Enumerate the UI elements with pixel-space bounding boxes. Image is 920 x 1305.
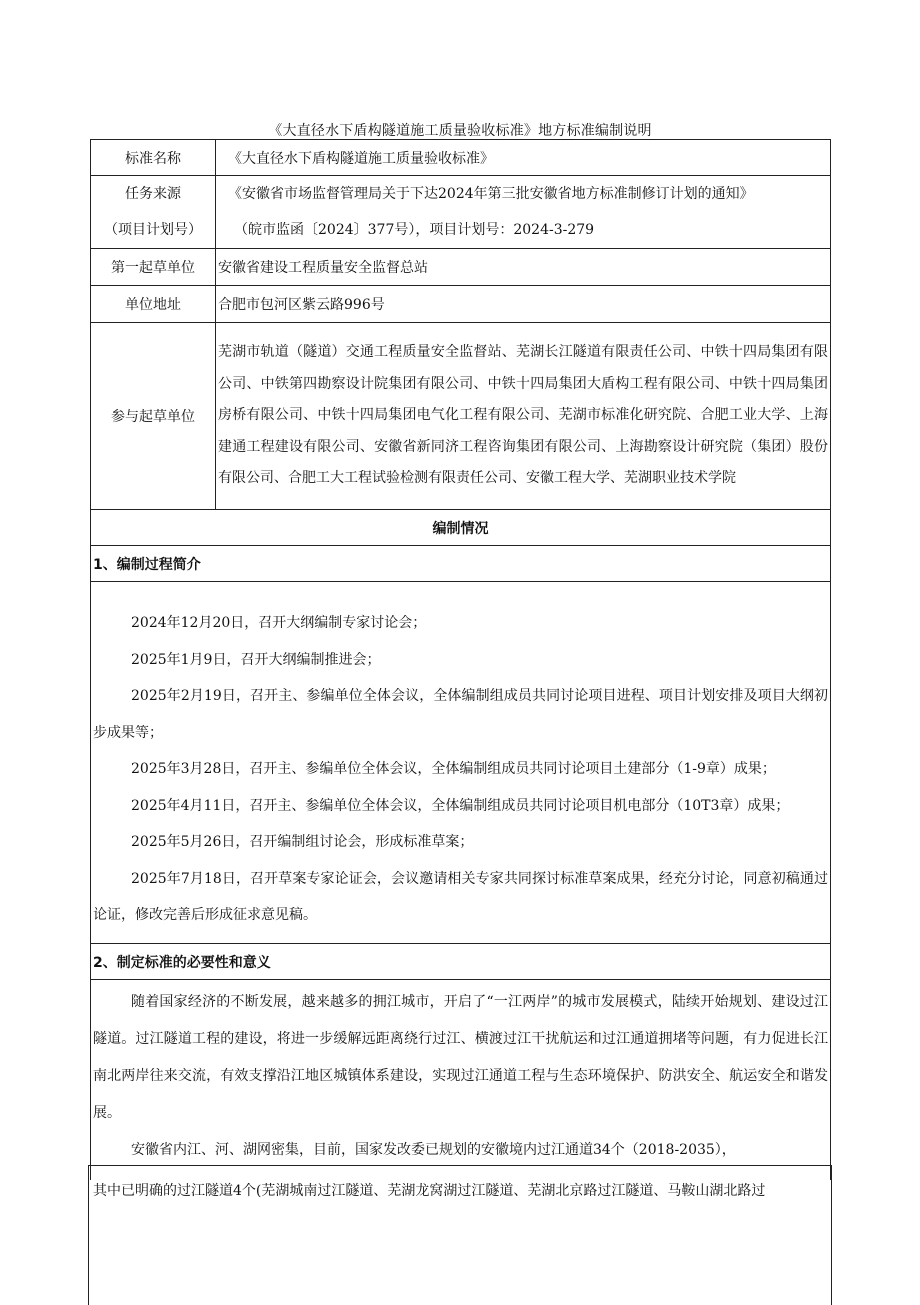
participants-row	[91, 323, 831, 510]
significance-heading-row	[91, 944, 831, 980]
process-body	[91, 582, 831, 944]
task-source-label-line-1: 任务来源	[125, 186, 181, 202]
process-list	[91, 582, 830, 934]
participants-value	[216, 323, 831, 510]
address-label: 单位地址	[91, 286, 216, 323]
address-row	[91, 286, 831, 323]
task-source-line-1: 《安徽省市场监督管理局关于下达2024年第三批安徽省地方标准制修订计划的通知》	[228, 186, 754, 202]
first-unit-label: 第一起草单位	[91, 249, 216, 286]
continuation-box	[88, 1165, 832, 1305]
task-source-label	[91, 176, 216, 249]
standard-name-value	[216, 140, 831, 176]
significance-heading: 2、制定标准的必要性和意义	[91, 944, 831, 980]
process-heading-row	[91, 546, 831, 582]
document-title: 《大直径水下盾构隧道施工质量验收标准》地方标准编制说明	[268, 123, 652, 139]
task-source-row	[91, 176, 831, 249]
compilation-header-row	[91, 510, 831, 546]
standard-name-row	[91, 140, 831, 176]
significance-paragraph-1: 随着国家经济的不断发展，越来越多的拥江城市，开启了“一江两岸”的城市发展模式，陆续开始规划、建设过江隧道。过江隧道工程的建设，将进一步缓解远距离绕行过江、横渡过江干扰航运和过江通道拥堵等问题，有力促进长江南北两岸往来交流，有效支撑沿江地区城镇体系建设，实现过江通道工程与生态环境保护、防洪安全、航运安全和谐发展。	[93, 994, 828, 1121]
task-source-value	[216, 176, 831, 249]
process-item: 2025年3月28日，召开主、参编单位全体会议，全体编制组成员共同讨论项目土建部分（1-9章）成果；	[131, 761, 776, 777]
compilation-section-header: 编制情况	[91, 510, 831, 546]
process-item: 2025年5月26日，召开编制组讨论会，形成标准草案；	[131, 834, 474, 850]
address-value: 合肥市包河区紫云路996号	[216, 286, 831, 323]
process-item: 2025年2月19日，召开主、参编单位全体会议，全体编制组成员共同讨论项目进程、项目计划安排及项目大纲初步成果等；	[93, 688, 828, 741]
first-unit-row	[91, 249, 831, 286]
significance-body-row	[91, 980, 831, 1181]
significance-paragraph-2: 安徽省内江、河、湖网密集，目前，国家发改委已规划的安徽境内过江通道34个（2018-2035），	[131, 1142, 736, 1158]
task-source-label-line-2: （项目计划号）	[104, 222, 202, 238]
significance-text	[91, 980, 830, 1169]
participants-label: 参与起草单位	[91, 323, 216, 510]
first-unit-value: 安徽省建设工程质量安全监督总站	[216, 249, 831, 286]
process-body-row	[91, 582, 831, 944]
process-heading: 1、编制过程简介	[91, 546, 831, 582]
process-item: 2025年1月9日，召开大纲编制推进会；	[131, 651, 381, 668]
significance-paragraph-3: 其中已明确的过江隧道4个(芜湖城南过江隧道、芜湖龙窝湖过江隧道、芜湖北京路过江隧道、马鞍山湖北路过	[93, 1183, 766, 1199]
participants-text: 芜湖市轨道（隧道）交通工程质量安全监督站、芜湖长江隧道有限责任公司、中铁十四局集团有限公司、中铁第四勘察设计院集团有限公司、中铁十四局集团大盾构工程有限公司、中铁十四局集团房桥有限公司、中铁十四局集团电气化工程有限公司、芜湖市标准化研究院、合肥工业大学、上海建通工程建设有限公司、安徽省新同济工程咨询集团有限公司、上海勘察设计研究院（集团）股份有限公司、合肥工大工程试验检测有限责任公司、安徽工程大学、芜湖职业技术学院	[218, 344, 828, 487]
standard-name-label: 标准名称	[91, 140, 216, 176]
significance-body	[91, 980, 831, 1181]
task-source-line-2: （皖市监函〔2024〕377号），项目计划号：2024-3-279	[234, 222, 595, 238]
process-item: 2025年7月18日，召开草案专家论证会，会议邀请相关专家共同探讨标准草案成果，经充分讨论，同意初稿通过论证，修改完善后形成征求意见稿。	[93, 870, 828, 923]
standard-info-table	[90, 139, 831, 1180]
process-item: 2024年12月20日，召开大纲编制专家讨论会；	[131, 615, 427, 631]
standard-name-text: 《大直径水下盾构隧道施工质量验收标准》	[228, 150, 494, 167]
process-item: 2025年4月11日，召开主、参编单位全体会议，全体编制组成员共同讨论项目机电部分（10T3章）成果；	[131, 797, 790, 814]
